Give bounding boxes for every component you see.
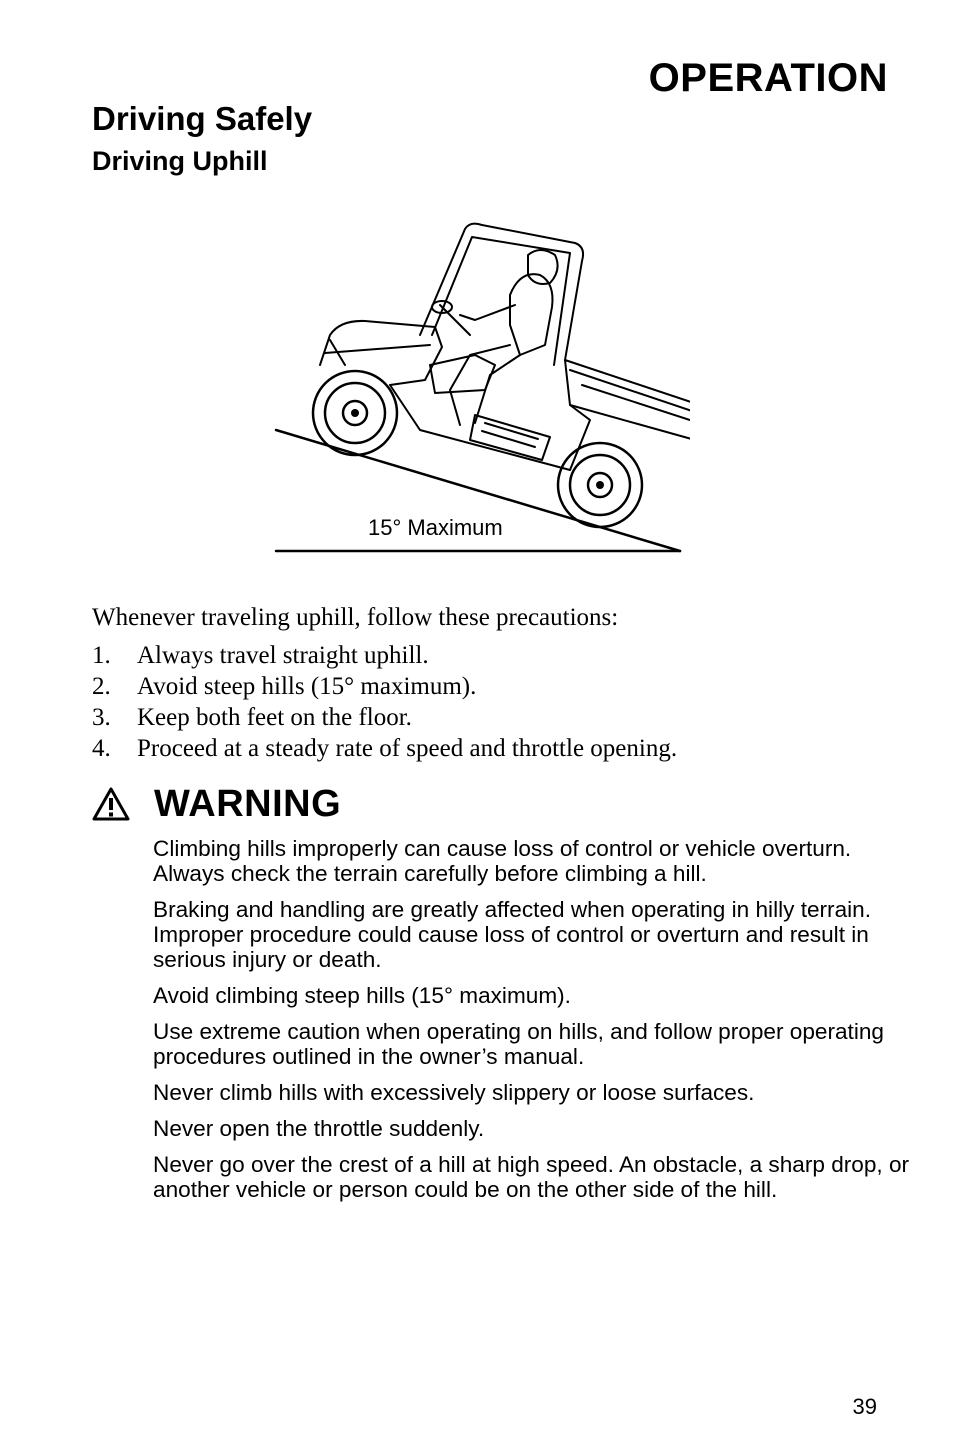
- list-item: 2. Avoid steep hills (15° maximum).: [92, 673, 477, 700]
- list-item: 1. Always travel straight uphill.: [92, 642, 429, 669]
- page-subheading: Driving Uphill: [92, 146, 268, 176]
- angle-label: 15° Maximum: [368, 515, 503, 540]
- uphill-vehicle-illustration: [270, 215, 690, 565]
- warning-header: [92, 780, 341, 828]
- section-title: OPERATION: [648, 56, 888, 100]
- intro-text: Whenever traveling uphill, follow these precautions:: [92, 604, 619, 631]
- page-number: 39: [852, 1394, 877, 1419]
- list-item: 4. Proceed at a steady rate of speed and throttle opening.: [92, 735, 678, 762]
- list-item: 3. Keep both feet on the floor.: [92, 704, 412, 731]
- warning-paragraph: Climbing hills improperly can cause loss of control or vehicle overturn. Always check the terrain carefully before climbing a hill.: [153, 836, 852, 886]
- warning-paragraph: Never go over the crest of a hill at high speed. An obstacle, a sharp drop, or another vehicle or person could be on the other side of the hill.: [153, 1152, 910, 1202]
- page-heading: Driving Safely: [92, 100, 313, 137]
- warning-label: WARNING: [154, 782, 342, 825]
- warning-paragraph: Avoid climbing steep hills (15° maximum).: [153, 983, 571, 1008]
- warning-body: [153, 836, 913, 1213]
- warning-triangle-icon: [92, 787, 130, 821]
- warning-paragraph: Use extreme caution when operating on hills, and follow proper operating procedures outlined in the owner’s manual.: [153, 1019, 884, 1069]
- precautions-list: [92, 640, 677, 764]
- warning-paragraph: Never open the throttle suddenly.: [153, 1116, 485, 1141]
- warning-paragraph: Braking and handling are greatly affected when operating in hilly terrain. Improper procedure could cause loss of control or overturn and result in serious injury or death.: [153, 897, 872, 972]
- warning-paragraph: Never climb hills with excessively slippery or loose surfaces.: [153, 1080, 755, 1105]
